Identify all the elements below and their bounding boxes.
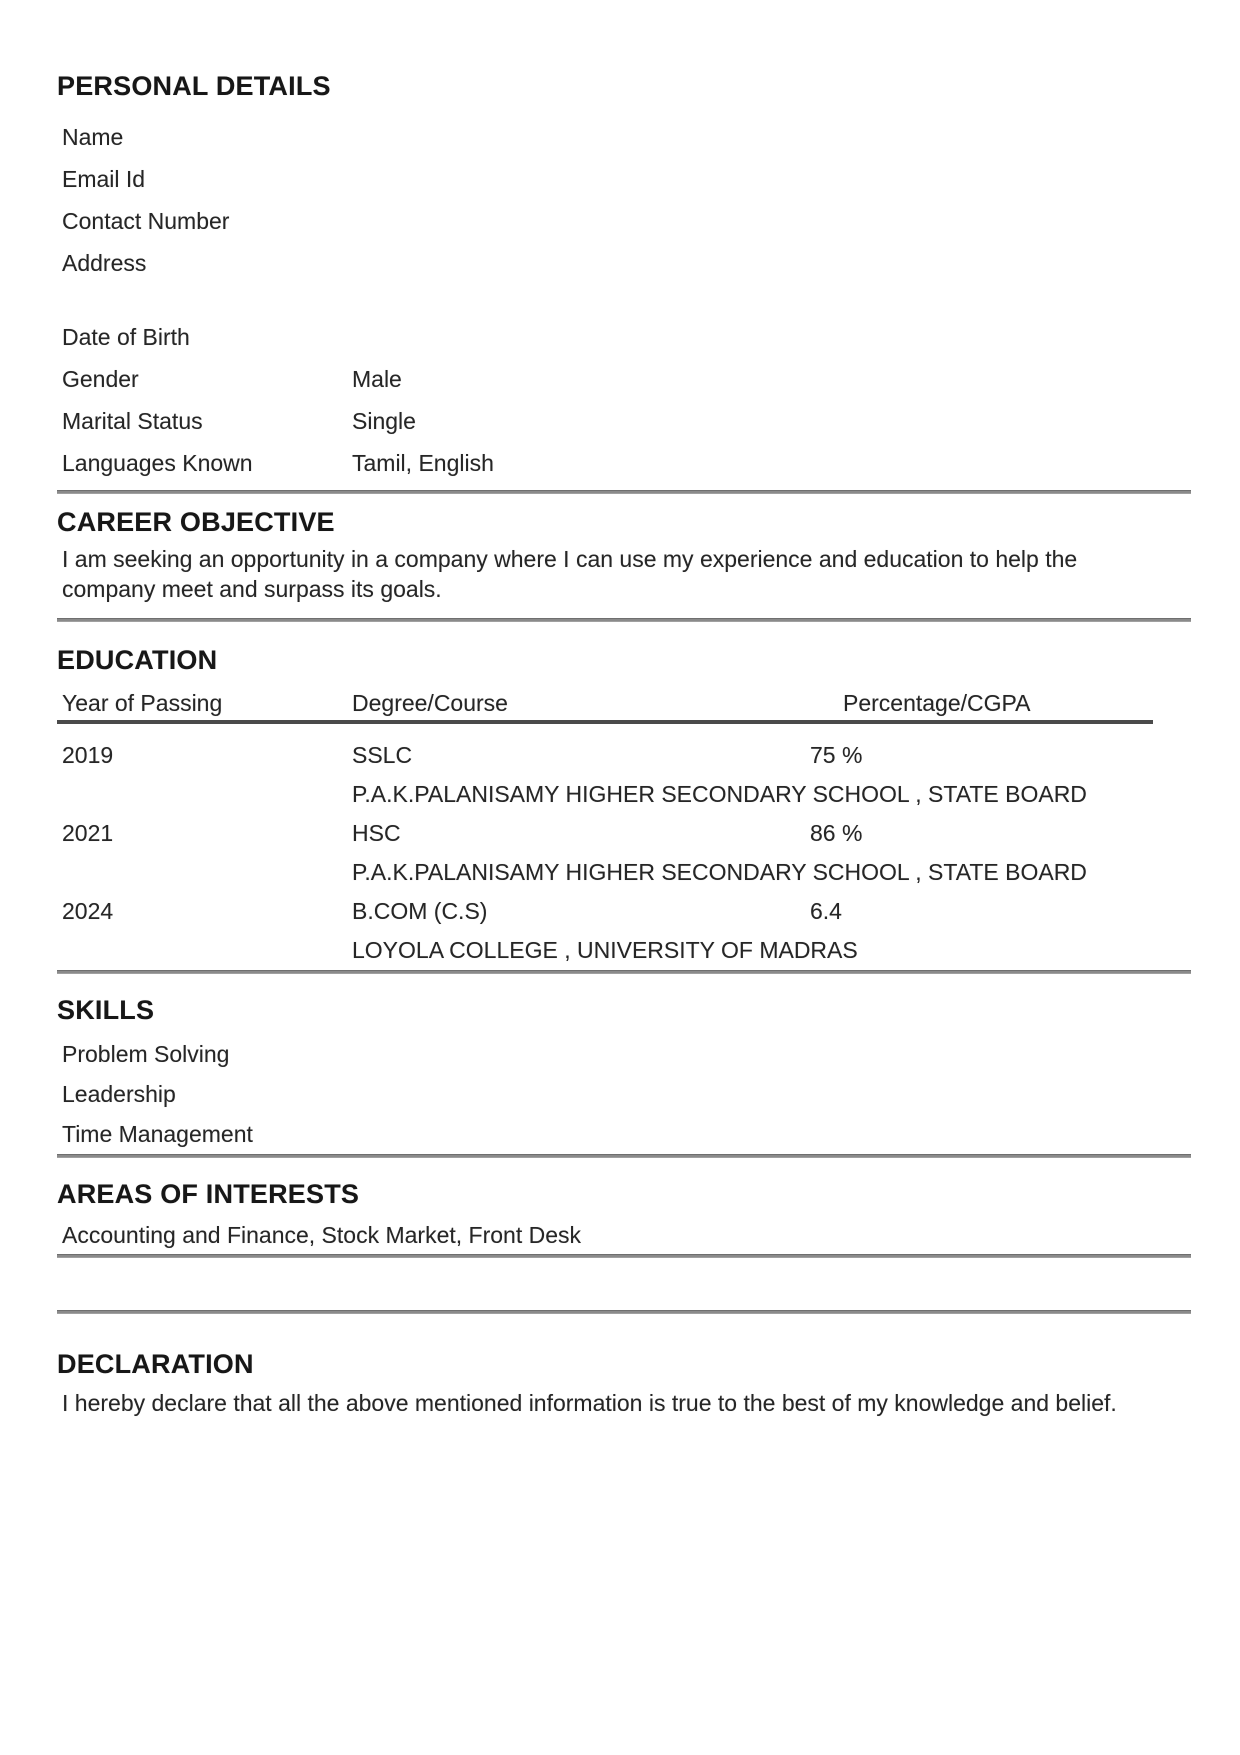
education-header-rule (57, 720, 1153, 724)
section-divider (57, 1254, 1191, 1258)
field-row-email (57, 158, 1191, 200)
field-value (352, 116, 1191, 158)
section-areas-of-interests (57, 1178, 1191, 1250)
education-year: 2024 (62, 898, 114, 924)
field-row-contact-number (57, 200, 1191, 242)
field-label: Date of Birth (62, 324, 190, 350)
education-col-header-score: Percentage/CGPA (843, 690, 1031, 716)
education-score: 6.4 (810, 898, 842, 924)
education-col-header-degree: Degree/Course (352, 690, 508, 716)
education-degree: SSLC (352, 742, 413, 768)
education-institution: P.A.K.PALANISAMY HIGHER SECONDARY SCHOOL , STATE BOARD (352, 859, 1087, 885)
skills-list (57, 1034, 1191, 1154)
education-row (57, 814, 1191, 853)
education-institution: LOYOLA COLLEGE , UNIVERSITY OF MADRAS (352, 937, 858, 963)
field-label: Languages Known (62, 450, 253, 476)
education-degree: B.COM (C.S) (352, 898, 488, 924)
field-value (352, 200, 1191, 242)
field-row-languages-known (57, 442, 1191, 484)
section-education (57, 644, 1191, 970)
field-label: Email Id (62, 166, 146, 192)
field-label: Marital Status (62, 408, 203, 434)
section-career-objective (57, 506, 1191, 604)
field-label: Address (62, 250, 147, 276)
field-row-date-of-birth (57, 316, 1191, 358)
section-personal-details (57, 70, 1191, 484)
section-divider (57, 1154, 1191, 1158)
section-divider (57, 1310, 1191, 1314)
field-row-marital-status (57, 400, 1191, 442)
education-degree: HSC (352, 820, 401, 846)
areas-of-interests-text: Accounting and Finance, Stock Market, Front Desk (62, 1222, 582, 1248)
section-divider (57, 618, 1191, 622)
field-row-gender (57, 358, 1191, 400)
education-year: 2021 (62, 820, 114, 846)
field-value (352, 158, 1191, 200)
areas-of-interests-title: AREAS OF INTERESTS (57, 1179, 360, 1209)
field-value (352, 242, 1191, 284)
section-divider (57, 490, 1191, 494)
education-title: EDUCATION (57, 645, 218, 675)
education-row (57, 736, 1191, 775)
personal-details-group-1 (57, 116, 1191, 284)
field-label: Name (62, 124, 124, 150)
education-institution: P.A.K.PALANISAMY HIGHER SECONDARY SCHOOL , STATE BOARD (352, 781, 1087, 807)
skills-title: SKILLS (57, 995, 155, 1025)
section-skills (57, 994, 1191, 1154)
personal-details-title: PERSONAL DETAILS (57, 71, 331, 101)
personal-details-group-2 (57, 316, 1191, 484)
field-value: Tamil, English (352, 450, 494, 476)
skill-item: Problem Solving (62, 1041, 230, 1067)
career-objective-text: I am seeking an opportunity in a company where I can use my experience and education to help the company meet and surpass its goals. (62, 546, 1078, 602)
education-year: 2019 (62, 742, 114, 768)
declaration-text: I hereby declare that all the above mentioned information is true to the best of my knowledge and belief. (62, 1390, 1117, 1416)
section-divider (57, 970, 1191, 974)
field-value (352, 316, 1191, 358)
skill-item: Leadership (62, 1081, 176, 1107)
field-value: Male (352, 366, 402, 392)
skill-item: Time Management (62, 1121, 253, 1147)
education-score: 86 % (810, 820, 863, 846)
field-value: Single (352, 408, 416, 434)
field-label: Gender (62, 366, 139, 392)
declaration-title: DECLARATION (57, 1349, 254, 1379)
education-score: 75 % (810, 742, 863, 768)
field-label: Contact Number (62, 208, 230, 234)
field-row-name (57, 116, 1191, 158)
career-objective-title: CAREER OBJECTIVE (57, 507, 335, 537)
section-declaration (57, 1348, 1191, 1418)
education-col-header-year: Year of Passing (62, 690, 223, 716)
field-row-address (57, 242, 1191, 284)
education-header-row (57, 688, 1191, 718)
education-row (57, 892, 1191, 931)
education-rows (57, 736, 1191, 970)
